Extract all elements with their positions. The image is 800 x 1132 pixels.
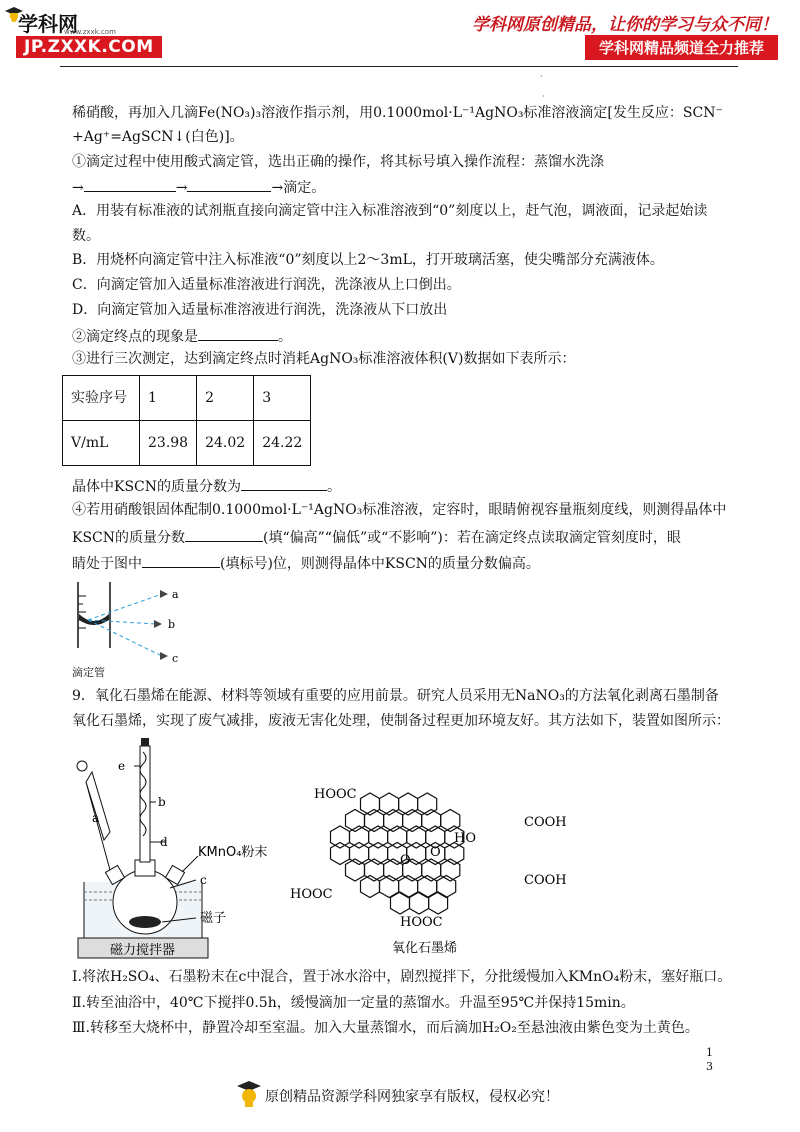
logo-site: www.zxxk.com <box>64 28 116 36</box>
question-4-text: KSCN的质量分数 <box>72 530 186 546</box>
graphene-oxide-structure <box>280 780 600 960</box>
table-cell: 24.22 <box>254 421 311 466</box>
option-b: B．用烧杯向滴定管中注入标准液“0”刻度以上2～3mL，打开玻璃活塞，使尖嘴部分充满液体。 <box>72 252 664 268</box>
data-table <box>62 375 311 466</box>
table-cell: 23.98 <box>140 421 197 466</box>
question-9-cont: 氧化石墨烯，实现了废气减排，废液无害化处理，使制备过程更加环境友好。其方法如下，装置如图所示： <box>72 713 730 729</box>
epoxide-o-label: O <box>400 853 411 868</box>
step-1: Ⅰ.将浓H₂SO₄、石墨粉末在c中混合，置于冰水浴中，剧烈搅拌下，分批缓慢加入KMnO₄粉末，塞好瓶口。 <box>72 969 732 985</box>
question-2-text: ②滴定终点的现象是 <box>72 329 198 345</box>
position-c-label: c <box>172 652 179 665</box>
text-line: ①滴定过程中使用酸式滴定管，选出正确的操作，将其标号填入操作流程：蒸馏水洗涤 <box>72 154 604 170</box>
question-4-text: (填“偏高”“偏低”或“不影响”)：若在滴定终点读取滴定管刻度时，眼 <box>263 530 681 546</box>
option-d: D．向滴定管加入适量标准溶液进行润洗，洗涤液从下口放出 <box>72 302 448 318</box>
label-a: a <box>92 811 100 825</box>
table-cell: V/mL <box>63 421 140 466</box>
stirrer-label: 磁力搅拌器 <box>110 943 176 958</box>
table-cell: 实验序号 <box>63 376 140 421</box>
benzene-ring <box>429 892 448 914</box>
operation-flow-line <box>72 177 325 197</box>
position-a-label: a <box>172 588 179 601</box>
stir-bar-label: 磁子 <box>200 911 227 926</box>
burette-caption: 滴定管 <box>72 666 105 679</box>
page-number <box>706 1046 713 1074</box>
label-c: c <box>200 873 207 887</box>
cooh-label: COOH <box>524 815 567 830</box>
header-banner: 学科网精品频道全力推荐 <box>585 35 778 60</box>
arrow-text: →滴定。 <box>271 180 326 196</box>
table-cell: 24.02 <box>197 421 254 466</box>
mass-fraction-text: 晶体中KSCN的质量分数为 <box>72 479 242 495</box>
answer-blank[interactable] <box>241 476 327 491</box>
eye-icon <box>154 620 162 628</box>
hooc-label: HOOC <box>290 887 333 902</box>
logo-text: 学科网 <box>18 12 78 36</box>
mass-fraction-end: 。 <box>327 479 342 495</box>
burette-figure <box>66 576 196 670</box>
benzene-ring <box>331 843 350 865</box>
arrow-text: → <box>72 180 84 196</box>
table-cell: 2 <box>197 376 254 421</box>
question-4-cont <box>72 553 540 573</box>
table-cell: 1 <box>140 376 197 421</box>
eye-icon <box>160 590 168 598</box>
header-slogan: 学科网原创精品，让你的学习与众不同！ <box>472 15 778 35</box>
hooc-label: HOOC <box>400 915 443 930</box>
question-4-text: (填标号)位，则测得晶体中KSCN的质量分数偏高。 <box>220 556 540 572</box>
question-2 <box>72 326 292 346</box>
eye-icon <box>160 652 168 660</box>
benzene-ring <box>331 826 350 848</box>
kmno4-label: KMnO₄粉末 <box>198 845 268 860</box>
option-a-cont: 数。 <box>72 228 100 244</box>
current-page: 1 <box>706 1046 713 1059</box>
mass-fraction-line <box>72 476 341 496</box>
epoxide-o-label: O <box>430 845 441 860</box>
text-line: 稀硝酸，再加入几滴Fe(NO₃)₃溶液作指示剂，用0.1000mol·L⁻¹AgNO₃标准溶液滴定[发生反应：SCN⁻ <box>72 105 723 121</box>
label-e: e <box>118 759 126 773</box>
question-2-end: 。 <box>278 329 292 345</box>
speck: · <box>542 92 545 101</box>
molecule-caption: 氧化石墨烯 <box>392 941 458 956</box>
page-header <box>0 0 800 68</box>
question-4-text: 睛处于图中 <box>72 556 142 572</box>
question-4-cont <box>72 527 681 547</box>
header-divider <box>60 66 738 67</box>
table-cell: 3 <box>254 376 311 421</box>
hooc-label: HOOC <box>314 787 357 802</box>
benzene-ring <box>410 892 429 914</box>
label-d: d <box>160 835 168 849</box>
arrow-text: → <box>175 180 188 196</box>
speck: · <box>540 72 543 81</box>
benzene-ring <box>391 892 410 914</box>
answer-blank[interactable] <box>142 553 220 568</box>
apparatus-figure <box>70 732 290 962</box>
text-line: +Ag⁺=AgSCN↓(白色)]。 <box>72 129 244 145</box>
mascot-icon <box>236 1080 262 1108</box>
step-3: Ⅲ.转移至大烧杯中，静置冷却至室温。加入大量蒸馏水，而后滴加H₂O₂至悬浊液由紫色变为土黄色。 <box>72 1020 699 1036</box>
option-a: A．用装有标准液的试剂瓶直接向滴定管中注入标准溶液到“0”刻度以上，赶气泡，调液面，记录起始读 <box>72 203 708 219</box>
step-2: Ⅱ.转至油浴中，40℃下搅拌0.5h，缓慢滴加一定量的蒸馏水。升温至95℃并保持15min。 <box>72 995 635 1011</box>
question-3: ③进行三次测定，达到滴定终点时消耗AgNO₃标准溶液体积(V)数据如下表所示： <box>72 351 576 367</box>
question-4: ④若用硝酸银固体配制0.1000mol·L⁻¹AgNO₃标准溶液，定容时，眼睛俯视容量瓶刻度线，则测得晶体中 <box>72 502 727 518</box>
logo-url: JP.ZXXK.COM <box>16 36 162 58</box>
cooh-label: COOH <box>524 873 567 888</box>
answer-blank[interactable] <box>185 527 263 542</box>
position-b-label: b <box>168 618 176 631</box>
option-c: C．向滴定管加入适量标准溶液进行润洗，洗涤液从上口倒出。 <box>72 277 461 293</box>
answer-blank[interactable] <box>198 326 278 341</box>
answer-blank[interactable] <box>84 177 176 192</box>
ho-label: HO <box>454 831 476 846</box>
answer-blank[interactable] <box>187 177 271 192</box>
total-pages: 3 <box>706 1060 713 1073</box>
question-9: 9．氧化石墨烯在能源、材料等领域有重要的应用前景。研究人员采用无NaNO₃的方法氧化剥离石墨制备 <box>72 688 719 704</box>
footer-copyright: 原创精品资源学科网独家享有版权，侵权必究！ <box>265 1089 559 1105</box>
label-b: b <box>158 795 166 809</box>
table-row <box>63 421 311 466</box>
table-row <box>63 376 311 421</box>
